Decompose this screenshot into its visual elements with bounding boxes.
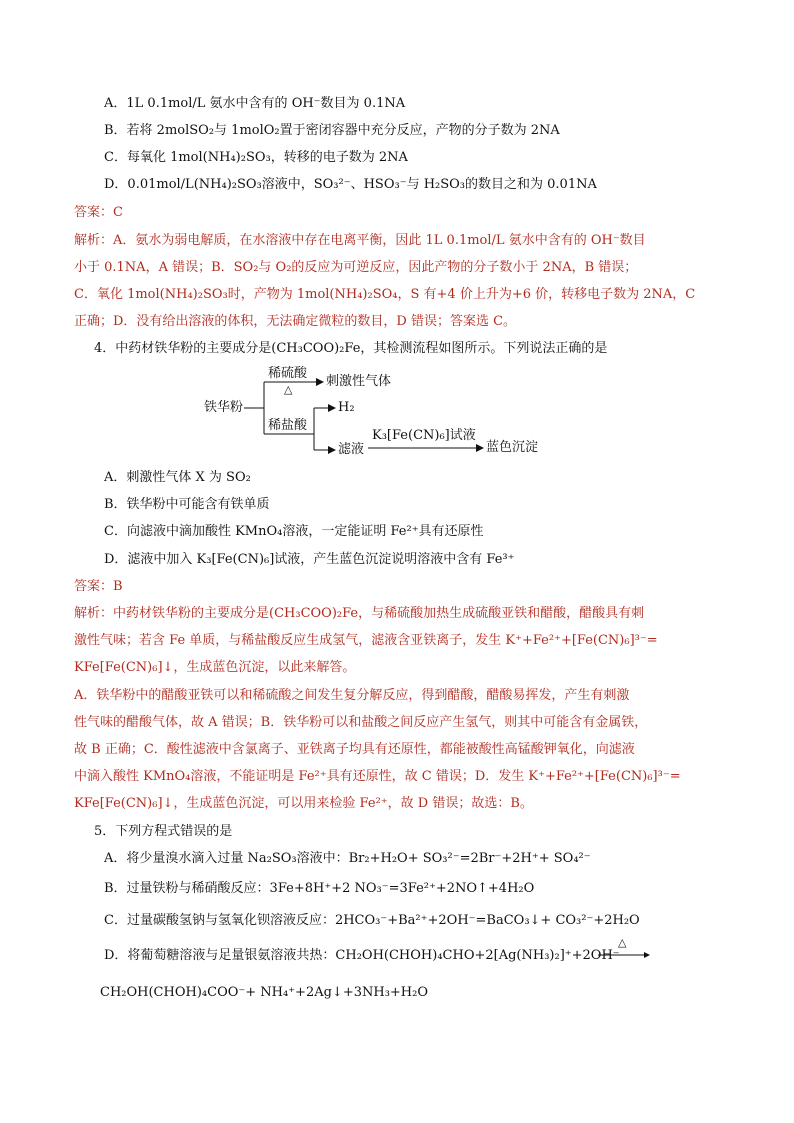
flow-gas-label: 刺激性气体 (326, 374, 392, 389)
q4-option-c: C．向滤液中滴加酸性 KMnO₄溶液，一定能证明 Fe²⁺具有还原性 (104, 524, 484, 539)
q4-stem: 4．中药材铁华粉的主要成分是(CH₃COO)₂Fe，其检测流程如图所示。下列说法正确的是 (94, 341, 608, 356)
q4-analysis-line: KFe[Fe(CN)₆]↓，生成蓝色沉淀，可以用来检验 Fe²⁺，故 D 错误；故选：B。 (74, 796, 533, 811)
q4-analysis-line: 激性气味；若含 Fe 单质，与稀盐酸反应生成氢气，滤液含亚铁离子，发生 K⁺+Fe²⁺+[Fe(CN)₆]³⁻= (74, 633, 658, 648)
q5-option-d-continued: CH₂OH(CHOH)₄COO⁻+ NH₄⁺+2Ag↓+3NH₃+H₂O (100, 985, 429, 1000)
q4-analysis-line: 中滴入酸性 KMnO₄溶液，不能证明是 Fe²⁺具有还原性，故 C 错误；D．发生 K⁺+Fe²⁺+[Fe(CN)₆]³⁻= (74, 769, 681, 784)
q3-analysis-line: 正确；D．没有给出溶液的体积，无法确定微粒的数目，D 错误；答案选 C。 (74, 314, 517, 329)
q4-flow-diagram (204, 368, 564, 460)
q3-analysis-line: C．氧化 1mol(NH₄)₂SO₃时，产物为 1mol(NH₄)₂SO₄，S 有+4 价上升为+6 价，转移电子数为 2NA，C (74, 287, 696, 302)
flow-reagent-label: K₃[Fe(CN)₆]试液 (372, 428, 476, 443)
flow-acid2-label: 稀盐酸 (268, 418, 308, 433)
q4-analysis-line: KFe[Fe(CN)₆]↓，生成蓝色沉淀，以此来解答。 (74, 660, 356, 675)
q5-option-a: A．将少量溴水滴入过量 Na₂SO₃溶液中：Br₂+H₂O+ SO₃²⁻=2Br⁻+2H⁺+ SO₄²⁻ (104, 851, 591, 866)
heat-arrow (596, 937, 652, 961)
q4-analysis-line: 解析：中药材铁华粉的主要成分是(CH₃COO)₂Fe，与稀硫酸加热生成硫酸亚铁和醋酸，醋酸具有刺 (74, 606, 645, 621)
flow-precipitate-label: 蓝色沉淀 (486, 440, 539, 455)
q4-analysis-line: A．铁华粉中的醋酸亚铁可以和稀硫酸之间发生复分解反应，得到醋酸，醋酸易挥发，产生有刺激 (74, 688, 630, 703)
q3-analysis-line: 小于 0.1NA，A 错误；B．SO₂与 O₂的反应为可逆反应，因此产物的分子数小于 2NA，B 错误； (74, 260, 638, 275)
q3-option-b: B．若将 2molSO₂与 1molO₂置于密闭容器中充分反应，产物的分子数为 2NA (104, 123, 560, 138)
q3-option-d: D．0.01mol/L(NH₄)₂SO₃溶液中，SO₃²⁻、HSO₃⁻与 H₂SO₃的数目之和为 0.01NA (104, 177, 597, 192)
heat-symbol: △ (284, 383, 293, 396)
q3-analysis-line: 解析：A．氨水为弱电解质，在水溶液中存在电离平衡，因此 1L 0.1mol/L 氨水中含有的 OH⁻数目 (74, 233, 646, 248)
q3-option-a: A．1L 0.1mol/L 氨水中含有的 OH⁻数目为 0.1NA (104, 96, 406, 111)
q5-stem: 5．下列方程式错误的是 (94, 824, 233, 839)
q5-option-c: C．过量碳酸氢钠与氢氧化钡溶液反应：2HCO₃⁻+Ba²⁺+2OH⁻=BaCO₃↓+ CO₃²⁻+2H₂O (104, 913, 640, 928)
q4-option-a: A．刺激性气体 X 为 SO₂ (104, 470, 251, 485)
q4-analysis-line: 故 B 正确；C．酸性滤液中含氯离子、亚铁离子均具有还原性，都能被酸性高锰酸钾氧化，向滤液 (74, 742, 635, 757)
flow-h2-label: H₂ (338, 400, 355, 415)
q4-analysis-line: 性气味的醋酸气体，故 A 错误；B．铁华粉可以和盐酸之间反应产生氢气，则其中可能含有金属铁， (74, 715, 648, 730)
q5-option-b: B．过量铁粉与稀硝酸反应：3Fe+8H⁺+2 NO₃⁻=3Fe²⁺+2NO↑+4H₂O (104, 881, 535, 896)
q3-answer: 答案：C (74, 205, 123, 220)
q3-option-c: C．每氧化 1mol(NH₄)₂SO₃，转移的电子数为 2NA (104, 150, 408, 165)
q4-answer: 答案：B (74, 579, 123, 594)
q4-option-d: D．滤液中加入 K₃[Fe(CN)₆]试液，产生蓝色沉淀说明溶液中含有 Fe³⁺ (104, 552, 515, 567)
flow-acid1-label: 稀硫酸 (268, 366, 308, 381)
flow-filtrate-label: 滤液 (338, 442, 365, 457)
q5-option-d: D．将葡萄糖溶液与足量银氨溶液共热：CH₂OH(CHOH)₄CHO+2[Ag(NH₃)₂]⁺+2OH⁻ (104, 948, 620, 963)
q4-option-b: B．铁华粉中可能含有铁单质 (104, 497, 270, 512)
arrow-icon (596, 937, 652, 961)
heat-symbol: △ (618, 936, 627, 949)
flow-start-label: 铁华粉 (204, 400, 244, 415)
